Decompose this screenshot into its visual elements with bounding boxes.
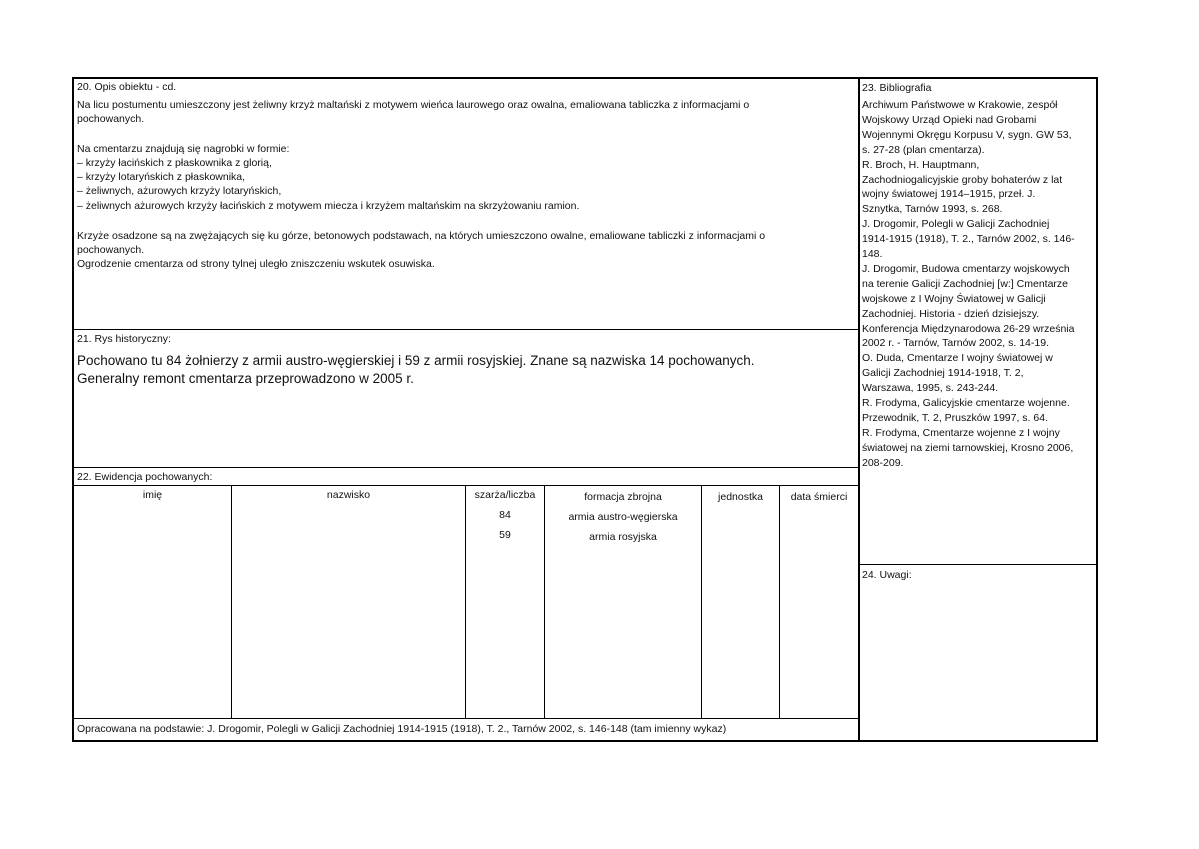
divider-22-footer [74,718,858,719]
section-23-title: 23. Bibliografia [862,82,932,94]
bibliography-line: Archiwum Państwowe w Krakowie, zespół [862,99,1058,111]
section-20-para3-line1: Krzyże osadzone są na zwężających się ku górze, betonowych podstawach, na których umieszczono owalne, emaliowane tabliczki z informacjami o [77,230,766,242]
frame-left [72,77,74,742]
table-cell-formacja-2: armia rosyjska [589,531,657,543]
section-22-title: 22. Ewidencja pochowanych: [77,471,213,483]
frame-top [72,77,1098,79]
section-20-title: 20. Opis obiektu - cd. [77,81,177,93]
section-20-item-2: – krzyży lotaryńskich z płaskownika, [77,171,246,183]
table-col-div-5 [779,486,780,718]
bibliography-line: wojskowe z I Wojny Światowej w Galicji [862,292,1046,305]
bibliography-line: Sznytka, Tarnów 1993, s. 268. [862,203,1003,216]
divider-20-21 [74,329,858,330]
section-24-title: 24. Uwagi: [862,569,912,581]
section-20-item-4: – żeliwnych ażurowych krzyży łacińskich z motywem miecza i krzyżem maltańskim na skrzyżowaniu ramion. [77,200,580,212]
bibliography-line: s. 27-28 (plan cmentarza). [862,143,985,156]
section-21-line-1: Pochowano tu 84 żołnierzy z armii austro-węgierskiej i 59 z armii rosyjskiej. Znane są nazwiska 14 pochowanych. [77,353,755,368]
section-20-item-1: – krzyży łacińskich z płaskownika z glorią, [77,157,272,169]
bibliography-line: J. Drogomir, Polegli w Galicji Zachodniej [862,218,1050,231]
bibliography-line: Zachodniogalicyjskie groby bohaterów z lat [862,173,1063,186]
bibliography-line: Wojskowy Urząd Opieki nad Grobami [862,113,1037,126]
section-21-title: 21. Rys historyczny: [77,333,171,345]
table-cell-formacja-1: armia austro-węgierska [568,511,678,523]
table-col-div-4 [701,486,702,718]
bibliography-line: wojny światowej 1914–1915, przeł. J. [862,188,1036,201]
bibliography-line: Zachodniej. Historia - dzień dzisiejszy. [862,307,1040,320]
divider-21-22 [74,467,858,468]
divider-23-24 [860,564,1096,565]
bibliography-line: Galicji Zachodniej 1914-1918, T. 2, [862,367,1024,380]
section-20-para2-intro: Na cmentarzu znajdują się nagrobki w formie: [77,143,290,155]
bibliography-line: R. Broch, H. Hauptmann, [862,158,980,171]
section-21-line-2: Generalny remont cmentarza przeprowadzono w 2005 r. [77,371,414,386]
table-header-szarza-liczba: szarża/liczba [474,489,536,501]
bibliography-line: O. Duda, Cmentarze I wojny światowej w [862,352,1053,365]
bibliography-line: R. Frodyma, Cmentarze wojenne z I wojny [862,426,1060,439]
section-20-para1-line2: pochowanych. [77,113,145,125]
frame-bottom-left [72,740,862,742]
bibliography-line: 1914-1915 (1918), T. 2., Tarnów 2002, s. 146- [862,233,1075,246]
table-col-div-1 [231,486,232,718]
table-header-formacja: formacja zbrojna [584,491,662,503]
table-header-data-smierci: data śmierci [790,491,848,503]
table-header-jednostka: jednostka [718,491,763,503]
frame-right [1096,77,1098,742]
section-20-para3-line3: Ogrodzenie cmentarza od strony tylnej uległo zniszczeniu wskutek osuwiska. [77,258,435,270]
bibliography-line: 2002 r. - Tarnów, Tarnów 2002, s. 14-19. [862,337,1049,350]
section-20-para3-line2: pochowanych. [77,244,145,256]
bibliography-line: 208-209. [862,456,904,469]
bibliography-line: Przewodnik, T. 2, Pruszków 1997, s. 64. [862,411,1048,424]
section-22-footer: Opracowana na podstawie: J. Drogomir, Polegli w Galicji Zachodniej 1914-1915 (1918), T. 2., Tarnów 2002, s. 146-148 (tam imienny wykaz) [77,723,727,735]
bibliography-line: na terenie Galicji Zachodniej [w:] Cmentarze [862,277,1069,290]
frame-bottom-right [860,740,1098,742]
table-header-imie: imię [142,489,163,501]
table-cell-liczba-1: 84 [499,509,511,521]
bibliography-line: 148. [862,248,883,260]
table-header-nazwisko: nazwisko [326,489,371,501]
bibliography-line: Warszawa, 1995, s. 243-244. [862,382,999,395]
bibliography-line: R. Frodyma, Galicyjskie cmentarze wojenne. [862,397,1070,409]
bibliography-line: J. Drogomir, Budowa cmentarzy wojskowych [862,262,1070,275]
section-20-para1-line1: Na licu postumentu umieszczony jest żeliwny krzyż maltański z motywem wieńca laurowego oraz owalna, emaliowana tabliczka z informacjami o [77,99,750,111]
table-cell-liczba-2: 59 [499,529,511,541]
divider-main-vertical [858,77,860,742]
bibliography-line: światowej na ziemi tarnowskiej, Krosno 2006, [862,441,1074,454]
bibliography-line: Konferencja Międzynarodowa 26-29 września [862,322,1075,335]
bibliography-line: Wojennymi Okręgu Korpusu V, sygn. GW 53, [862,128,1072,141]
divider-22-header [74,485,858,486]
section-20-item-3: – żeliwnych, ażurowych krzyży lotaryńskich, [77,185,282,197]
